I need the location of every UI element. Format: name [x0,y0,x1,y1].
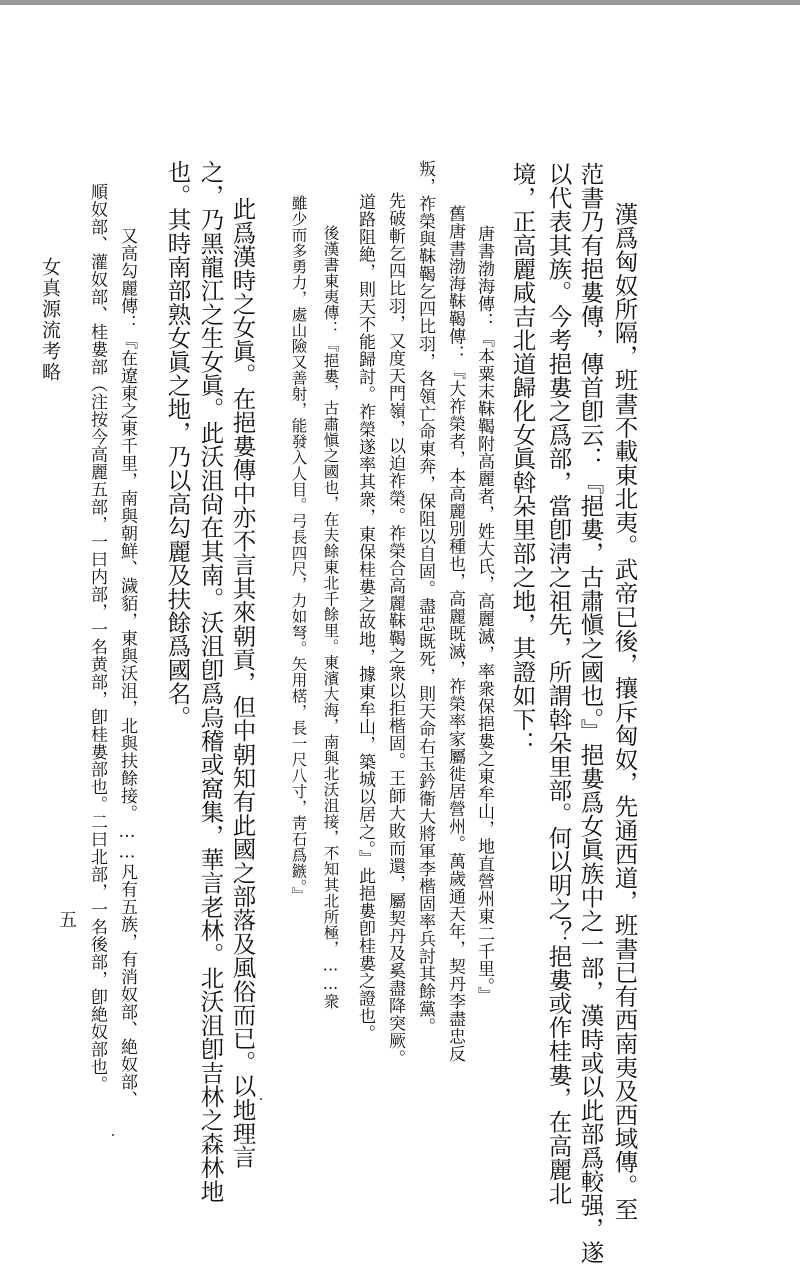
text-column: 漢爲匈奴所隔，班書不載東北夷。武帝已後，攘斥匈奴，先通西道，班書已有西南夷及西域傳。至 [610,202,639,1222]
quote-column: 後漢書東夷傳：『挹婁，古肅愼之國也，在夫餘東北千餘里。東濱大海，南與北沃沮接，不知其北所極，……衆 [321,225,340,1010]
text-column: 境，正高麗咸吉北道歸化女眞斡朵里部之地，其證如下： [508,162,537,755]
speck [260,1098,262,1100]
quote-column: 道路阻絶，則天不能歸討。祚榮遂率其衆，東保桂婁之故地，據東牟山，築城以居之。』此挹婁卽桂婁之證也。 [355,193,375,1042]
speck [112,1134,114,1136]
page-number: 五 [56,910,77,928]
quote-column: 先破斬乞四比羽，又度天門嶺，以迫祚榮。祚榮合高麗靺鞨之衆以拒楷固。王師大敗而還，屬契丹及奚盡降突厥。 [385,192,405,1067]
top-border [0,0,800,5]
text-column: 范書乃有挹婁傳，傳首卽云：『挹婁，古肅愼之國也。』挹婁爲女眞族中之一部，漢時或以此部爲較强，遂 [576,162,605,1264]
running-title: 女真源流考略 [39,257,61,383]
quote-column: 又高勾麗傳：『在遼東之東千里，南與朝鮮、濊貊，東與沃沮，北與扶餘接。……凡有五族，有消奴部、絶奴部、 [117,227,137,1108]
text-column: 以代表其族。今考挹婁之爲部，當卽淸之祖先，所謂斡朵里部。何以明之？挹婁或作桂婁，在高麗北 [544,162,573,1205]
quote-column: 舊唐書渤海靺鞨傳：『大祚榮者，本高麗別種也，高麗既滅，祚榮率家屬徙居營州。萬歲通天年，契丹李盡忠反 [445,205,465,1063]
text-column: 之，乃黑龍江之生女眞。此沃沮尙在其南。沃沮卽爲烏稽或窩集，華言老林。北沃沮卽吉林之森林地 [196,160,225,1203]
quote-column: 叛，祚榮與靺鞨乞四比羽，各領亡命東奔，保阻以自固。盡忠既死，則天命右玉鈐衞大將軍李楷固率兵討其餘黨。 [415,160,435,1035]
text-column: 也。其時南部熟女眞之地，乃以高勾麗及扶餘爲國名。 [163,160,192,729]
quote-column: 唐書渤海傳：『本粟末靺鞨附高麗者，姓大氏，高麗滅，率衆保挹婁之東牟山，地直營州東二千里。』 [474,225,494,1004]
quote-column: 雖少而多勇力，處山險又善射，能發入人目。弓長四尺，力如弩。矢用楛，長一尺八寸，靑石爲鏃。』 [289,195,308,903]
quote-column: 順奴部、灌奴部、桂婁部（注按今高麗五部，一曰内部，一名黄部，卽桂婁部也。二曰北部，一名後部，卽絶奴部也。 [87,183,107,1093]
text-column: 此爲漢時之女眞。在挹婁傳中亦不言其來朝貢，但中朝知有此國之部落及風俗而已。以地理言 [228,197,257,1169]
